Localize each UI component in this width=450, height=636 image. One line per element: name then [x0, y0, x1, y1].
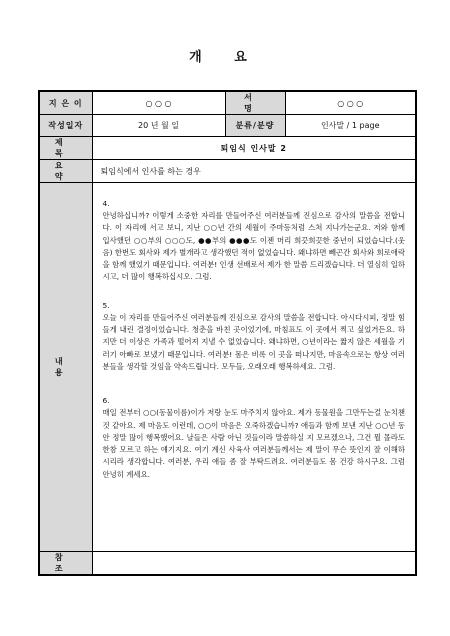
section-text: 안녕하십니까? 이렇게 소중한 자리를 만들어주신 여러분들께 진심으로 감사의 말씀을 전합니다. 이 자리에 서고 보니, 지난 ○○년 간의 세월이 주마등처럼 스쳐 지나가는군요. 저와 함께 입사했던 ○○부의 ○○○도, ●●부의 ●●●도 이젠 머리 희끗희끗한 중년이 되었습니다.(웃음) 한번도 회사와 제가 별개라고 생각했던 적이 없었습니다. 왜냐하면 빼곤간 회사와 희로애락을 함께 했었기 때문입니다. 여러분! 인생 선배로서 제가 한 말씀 드리겠습니다. 더 열심히 일하시고, 더 많이 행복하십시오. 그럼.	[102, 211, 405, 282]
content-body	[92, 183, 416, 552]
author-label: 지 은 이	[39, 91, 92, 115]
subject-label: 제 목	[39, 137, 92, 160]
reference-row	[39, 552, 416, 576]
reference-label: 참 조	[39, 552, 92, 576]
summary-value: 퇴임식에서 인사를 하는 경우	[92, 160, 416, 183]
page-title: 개 요	[189, 50, 261, 65]
content-row	[39, 183, 416, 552]
reference-value	[92, 552, 416, 576]
section-text: 오늘 이 자리를 만들어주신 여러분들께 진심으로 감사의 말씀을 전합니다. 아시다시피, 정말 힘들게 내린 결정이었습니다. 청춘을 바친 곳이었기에, 마침표도 이 곳에서 찍고 싶었거든요. 하지만 더 이상은 가족과 떨어져 지낼 수 없었습니다. 왜냐하면, ○년이라는 짧지 않은 세월을 기러기 아빠로 보냈기 때문입니다. 여러분! 몸은 비록 이 곳을 떠나지만, 마음속으로는 항상 여러분들을 생각할 것임을 약속드립니다. 모두들, 오래오래 행복하세요. 그럼.	[102, 312, 405, 371]
author-row	[39, 91, 416, 115]
subject-value: 퇴임식 인사말 2	[92, 137, 416, 160]
summary-row	[39, 160, 416, 183]
date-label: 작성일자	[39, 115, 92, 137]
section-number: 5.	[102, 300, 110, 310]
author-value: ○ ○ ○	[92, 91, 225, 115]
section-text: 매일 전부터 ○○(동물이름)이가 저랑 눈도 마주치지 않아요. 제가 동물원을 그만두는걸 눈치챈 것 같아요. 제 마음도 이런데, ○○이 마음은 오죽하겠습니까? 애들과 함께 보낸 지난 ○○년 동안 정말 많이 행복했어요. 날들은 사람 아닌 것들이라 말씀하실 지 모르겠으나, 그건 뭘 몰라도 한참 모르고 하는 얘기지요. 여기 계신 사육사 여러분들께서는 제 말이 무슨 뜻인지 잘 이해하시리라 생각합니다. 여러분, 우리 애들 좀 잘 부탁드려요. 여러분들도 몸 건강 하시구요. 그럼 안녕히 계세요.	[102, 408, 405, 479]
name-value: ○ ○ ○	[285, 91, 416, 115]
summary-form-table	[38, 90, 417, 576]
content-label: 내 용	[39, 183, 92, 552]
category-label: 분류/분량	[225, 115, 285, 137]
name-label: 서 명	[225, 91, 285, 115]
category-value: 인사말 / 1 page	[285, 115, 416, 137]
section-number: 4.	[102, 199, 110, 208]
section-number: 6.	[102, 396, 110, 406]
subject-row	[39, 137, 416, 160]
date-value: 20 년 월 일	[92, 115, 225, 137]
summary-label: 요 약	[39, 160, 92, 183]
date-row	[39, 115, 416, 137]
